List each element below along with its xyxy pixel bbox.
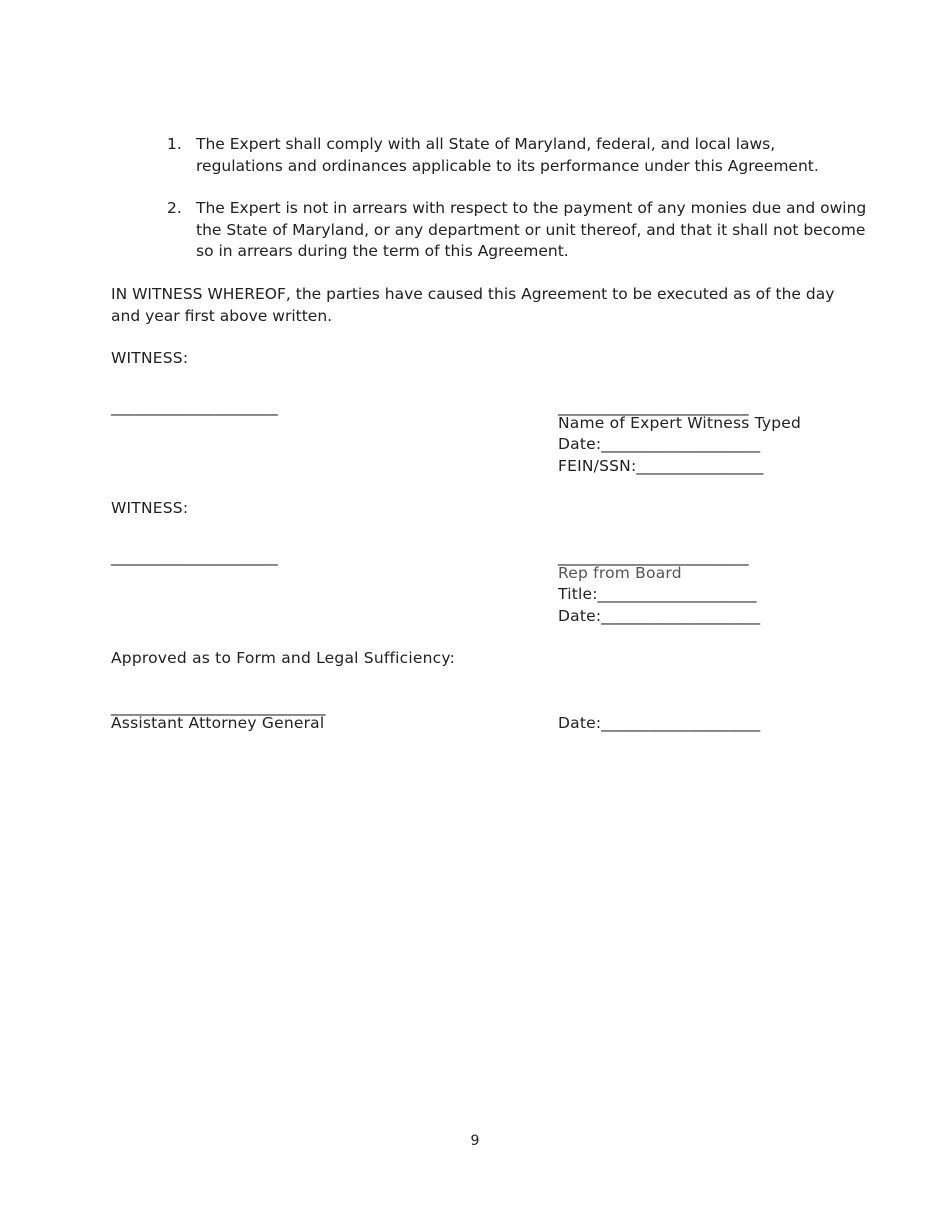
witness-whereof-line-1: IN WITNESS WHEREOF, the parties have caused this Agreement to be executed as of the day: [111, 285, 835, 303]
page-number: 9: [470, 1133, 480, 1149]
list-item-1-line-2: regulations and ordinances applicable to its performance under this Agreement.: [196, 156, 819, 175]
expert-fein-field: FEIN/SSN:________________: [558, 457, 764, 475]
attorney-date-field: Date:____________________: [558, 714, 761, 732]
attorney-title: Assistant Attorney General: [111, 714, 325, 732]
witness-whereof-clause: [111, 284, 834, 327]
expert-signature-line: ________________________: [558, 398, 749, 416]
board-rep-label: Rep from Board: [558, 564, 682, 582]
board-signature-line: ________________________: [558, 548, 749, 566]
list-number-2: 2.: [167, 199, 182, 217]
witness-whereof-line-2: and year first above written.: [111, 306, 333, 325]
expert-name-label: Name of Expert Witness Typed: [558, 414, 802, 432]
approval-heading: Approved as to Form and Legal Sufficiency:: [111, 649, 456, 667]
list-item-2-line-1: The Expert is not in arrears with respect to the payment of any monies due and owing: [196, 199, 867, 217]
list-number-1: 1.: [167, 135, 182, 153]
attorney-signature-line: ___________________________: [111, 698, 326, 716]
witness-label-1: WITNESS:: [111, 349, 189, 367]
board-title-field: Title:____________________: [558, 585, 757, 603]
list-item-1: [196, 134, 819, 177]
board-date-field: Date:____________________: [558, 607, 761, 625]
list-item-2-line-2: the State of Maryland, or any department or unit thereof, and that it shall not become: [196, 220, 866, 239]
expert-date-field: Date:____________________: [558, 435, 761, 453]
list-item-2-line-3: so in arrears during the term of this Agreement.: [196, 242, 569, 260]
witness-label-2: WITNESS:: [111, 499, 189, 517]
witness-signature-line-2: _____________________: [111, 548, 278, 566]
list-item-1-line-1: The Expert shall comply with all State of Maryland, federal, and local laws,: [196, 135, 776, 153]
witness-signature-line-1: _____________________: [111, 398, 278, 416]
list-item-2: [196, 198, 866, 263]
